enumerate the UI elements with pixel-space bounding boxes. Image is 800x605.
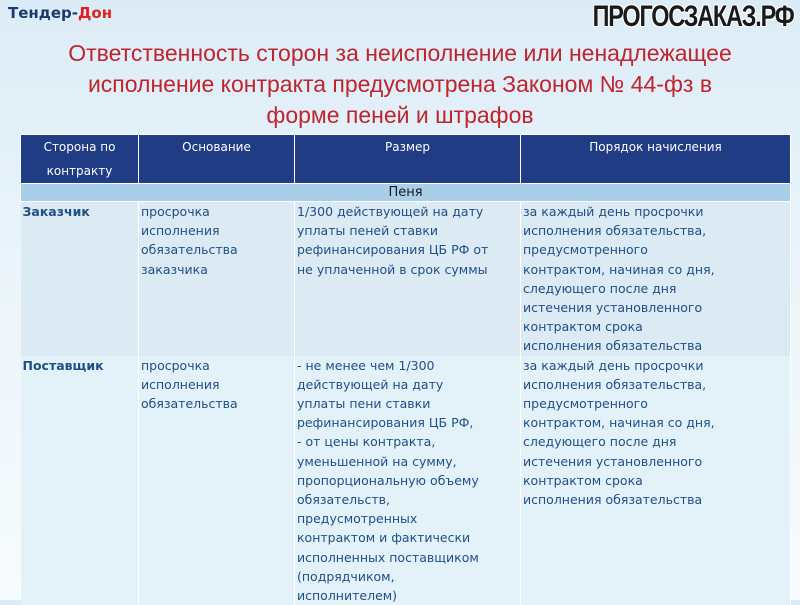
cell-line: рефинансирования ЦБ РФ, [297,415,474,431]
header-line: Размер [384,140,431,154]
cell-line: контрактом, начиная со дня, [523,415,715,431]
liability-table [20,134,791,605]
brand-logo-progoszakaz: ПРОГОСЗАКАЗ.РФ [593,0,794,33]
cell-line: исполнения обязательства [523,338,703,354]
cell-line: предусмотренного [523,396,648,412]
title-line: Ответственность сторон за неисполнение или ненадлежащее [68,40,732,66]
cell-line: пропорциональную объему [297,472,479,488]
cell-line: истечения установленного [523,453,703,469]
cell-line: за каждый день просрочки [523,204,704,219]
cell-line: обязательства [141,396,238,412]
cell-line: за каждый день просрочки [523,357,704,373]
cell-line: исполнения обязательства, [523,376,707,392]
amount-cell [295,356,521,605]
cell-line: - не менее чем 1/300 [297,357,435,373]
cell-line: исполнения [141,376,220,392]
cell-line: рефинансирования ЦБ РФ от [297,242,489,258]
party-cell: Заказчик [21,202,139,356]
cell-line: исполнителем) [297,588,398,604]
header-line: контракту [46,164,113,178]
amount-cell [295,202,521,356]
section-row [21,184,791,202]
brand-logo-text: Тендер- [8,4,79,22]
slide-title [30,38,770,131]
cell-line: просрочка [141,357,210,373]
cell-line: контрактом срока [523,319,643,335]
cell-line: действующей на дату [297,376,444,392]
cell-line: уплаты пеней ставки [297,223,439,239]
order-cell [521,356,791,605]
cell-line: (подрядчиком, [297,568,395,584]
table-row [21,202,791,356]
cell-line: обязательств, [297,492,391,508]
cell-line: исполнения [141,223,220,239]
party-cell: Поставщик [21,356,139,605]
column-header-party [21,135,139,184]
cell-line: предусмотренного [523,242,648,258]
cell-line: уплаты пени ставки [297,396,431,412]
cell-line: обязательства [141,242,238,258]
brand-logo-accent: Дон [78,4,113,22]
cell-line: исполнения обязательства, [523,223,707,239]
header-line: Основание [182,140,251,154]
cell-line: следующего после дня [523,434,677,450]
cell-line: - от цены контракта, [297,434,436,450]
cell-line: предусмотренных [297,511,418,527]
table-header-row [21,135,791,184]
cell-line: уменьшенной на сумму, [297,453,457,469]
cell-line: исполнения обязательства [523,492,703,508]
cell-line: контрактом, начиная со дня, [523,261,715,277]
cell-line: следующего после дня [523,280,677,296]
table-row [21,356,791,605]
column-header-order [521,135,791,184]
cell-line: заказчика [141,261,208,277]
cell-line: контрактом срока [523,472,643,488]
basis-cell [139,202,295,356]
title-line: исполнение контракта предусмотрена Законом № 44-фз в [87,71,713,97]
cell-line: 1/300 действующей на дату [297,204,484,219]
order-cell [521,202,791,356]
column-header-basis [139,135,295,184]
cell-line: не уплаченной в срок суммы [297,261,488,277]
section-label-penalty: Пеня [21,184,791,202]
cell-line: истечения установленного [523,300,703,316]
column-header-amount [295,135,521,184]
cell-line: просрочка [141,204,210,219]
title-line: форме пеней и штрафов [266,102,534,128]
cell-line: контрактом и фактически [297,530,471,546]
header-line: Порядок начисления [589,140,722,154]
header-line: Сторона по [43,140,116,154]
brand-logo-tender-don [8,4,112,22]
basis-cell [139,356,295,605]
cell-line: исполненных поставщиком [297,549,479,565]
